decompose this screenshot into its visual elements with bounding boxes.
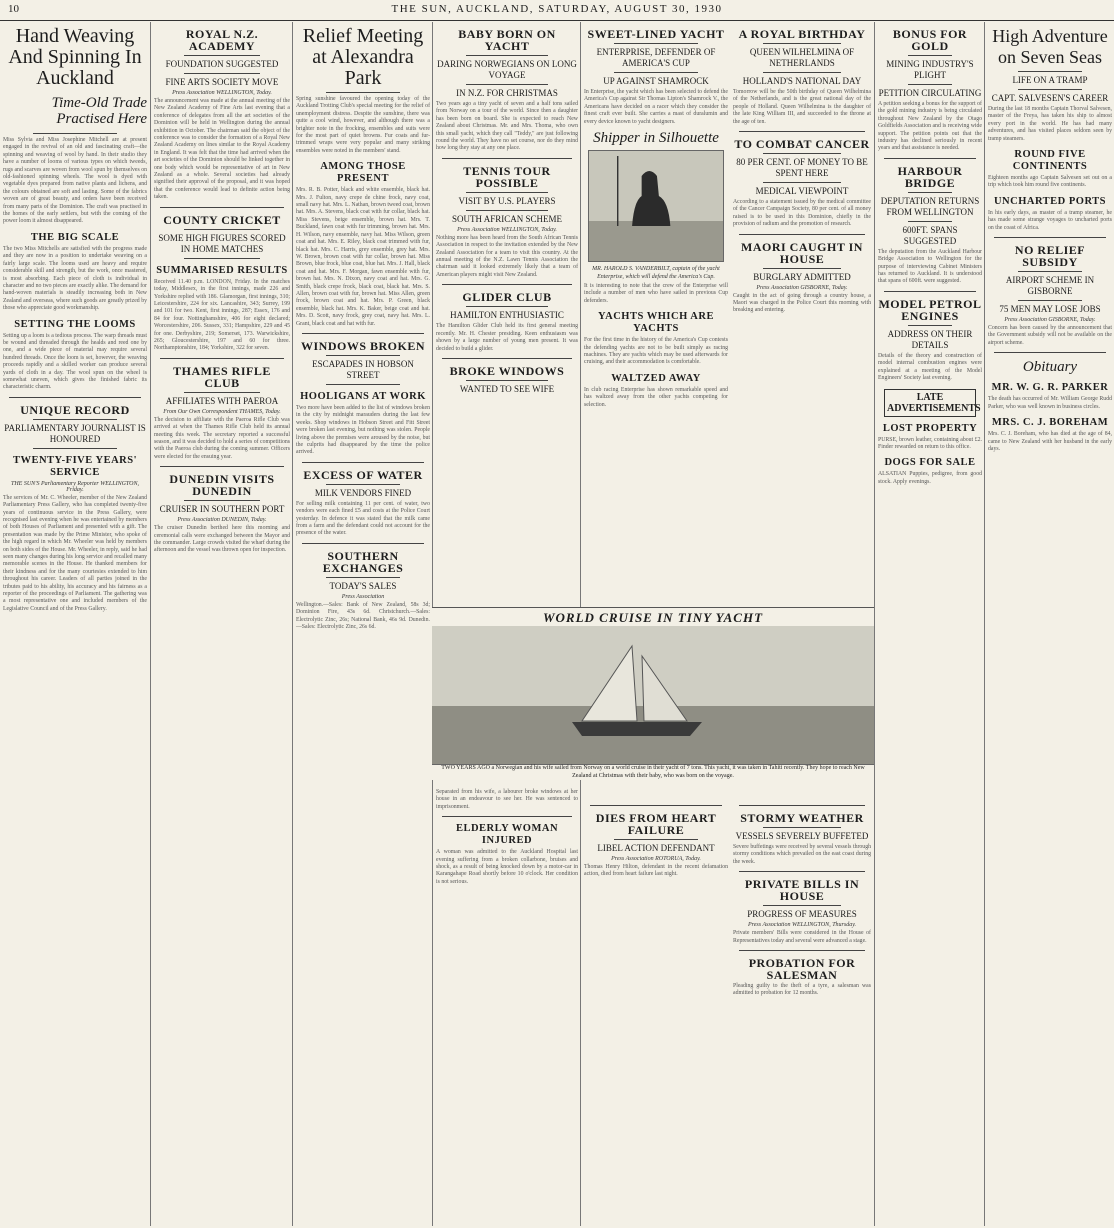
bonus-gold-deck2: PETITION CIRCULATING bbox=[878, 88, 982, 98]
masthead-title: THE SUN, AUCKLAND, SATURDAY, AUGUST 30, 1930 bbox=[391, 3, 723, 15]
obituary-title: Obituary bbox=[1022, 359, 1078, 376]
petrol-engines-head: MODEL PETROL ENGINES bbox=[878, 296, 982, 323]
baby-born-deck1: DARING NORWEGIANS ON LONG VOYAGE bbox=[437, 59, 577, 80]
page-number: 10 bbox=[8, 3, 19, 15]
royal-academy-deck1: FOUNDATION SUGGESTED bbox=[165, 59, 279, 69]
relief-subsidy-deck2: 75 MEN MAY LOSE JOBS bbox=[999, 304, 1101, 315]
tennis-head: TENNIS TOUR POSSIBLE bbox=[463, 163, 551, 190]
column-5: SWEET-LINED YACHT ENTERPRISE, DEFENDER OF AMERICA'S CUP UP AGAINST SHAMROCK In Enterprise, the yacht which has been selected to defend the America's Cup against Sir Thomas Lipton's Shamrock V., the Americans have decided on a racer which they consider the finest craft ever built. She carries a mast of duralumin and every device known to yacht designers. Shipper in Silhouette MR. HAROLD S. VANDERBILT, captain of the yacht Enterprise, which will defend the America's Cup. It is interesting to note that the crew of the Enterprise will include a number of men who have sailed in previous Cup defenders. YACHTS WHICH ARE YACHTS For the first time in the history of the America's Cup contests the defending yachts are not to be built simply as racing machines. They are yachts which may be used afterwards for cruising, and their accommodation is comfortable. WALTZED AWAY In club racing Enterprise has shown remarkable speed and has waltzed away from the other yachts competing for selection. DIES FROM HEART FAILURE LIBEL ACTION DEFENDANT Press Association ROTORUA, Today. Thomas Henry Hilton, defendant in the recent defamation action, died from heart failure last night. bbox=[580, 22, 731, 1226]
article-subtitle: Time-Old Trade Practised Here bbox=[51, 95, 147, 127]
glider-head: GLIDER CLUB bbox=[462, 290, 552, 305]
article-body-text: Miss Sylvia and Miss Josephine Mitchell are at present engaged in the revival of an old and fascinating craft—the spinning and weaving of wool by hand. In their studio they have a number of looms of various types on which tweeds, rugs and scarves are woven from wool spun by themselves on old-fashioned spinning wheels. The wool is dyed with vegetable dyes prepared from native plants and lichens, and the colours obtained are soft and lasting. Some of the fabrics woven are of great beauty, and orders have been received from many parts of the Dominion. The craft was practised in the homes of the early settlers, but with the coming of the power loom it almost disappeared. bbox=[3, 137, 147, 225]
column-2: ROYAL N.Z. ACADEMY FOUNDATION SUGGESTED FINE ARTS SOCIETY MOVE Press Association WELLINGTON, Today. The announcement was made at the annual meeting of the New Zealand Academy of Fine Arts last evening that a conference of delegates from all the art societies of the Dominion will be held in Wellington during the annual exhibition in October. The chairman said the object of the conference was to consider the formation of a Royal New Zealand Academy on lines similar to the Royal Academy in England. It was felt that the time had arrived when the art societies of the Dominion should be linked together in one body which would be representative of art in New Zealand as a whole. Several societies had already signified their approval of the proposal, and it was hoped that the conference would lead to definite action being taken. COUNTY CRICKET SOME HIGH FIGURES SCORED IN HOME MATCHES SUMMARISED RESULTS Received 11.40 p.m. LONDON, Friday. In the matches today, Middlesex, in the first innings, made 226 and Yorkshire replied with 186. Glamorgan, first innings, 310; Leicestershire, 224 for six. Lancashire, 343; Surrey, 199 and 101 for two. Kent, first innings, 287; Essex, 176 and 84 for four. Nottinghamshire, 406 for eight declared; Worcestershire, 206. Sussex, 331; Hampshire, 229 and 45 for one. Derbyshire, 219; Somerset, 173. Warwickshire, 265; Gloucestershire, 197 and 60 for three. Northamptonshire, 184; Yorkshire, 322 for seven. THAMES RIFLE CLUB AFFILIATES WITH PAEROA From Our Own Correspondent THAMES, Today. The decision to affiliate with the Paeroa Rifle Club was arrived at when the Thames Rifle Club held its annual meeting this week. The secretary reported a successful season, and it was decided to hold a series of competitions with the Paeroa club during the coming summer. Officers were elected for the ensuing year. DUNEDIN VISITS DUNEDIN CRUISER IN SOUTHERN PORT Press Association DUNEDIN, Today. The cruiser Dunedin berthed here this morning and ceremonial calls were exchanged between the Mayor and the commander. Large crowds visited the wharf during the afternoon and the vessel was thrown open for inspection. bbox=[150, 22, 293, 1226]
southern-exchanges-head: SOUTHERN EXCHANGES bbox=[322, 548, 404, 575]
relief-subsidy-deck: AIRPORT SCHEME IN GISBORNE bbox=[1005, 275, 1095, 297]
relief-meeting-title: Relief Meeting at Alexandra Park bbox=[302, 25, 424, 89]
thames-rifle-deck: AFFILIATES WITH PAEROA bbox=[165, 395, 279, 406]
heart-failure-deck: LIBEL ACTION DEFENDANT bbox=[597, 843, 715, 853]
maori-deck: BURGLARY ADMITTED bbox=[753, 271, 851, 282]
royal-academy-credit: Press Association WELLINGTON, Today. bbox=[172, 90, 272, 96]
dunedin-head: DUNEDIN VISITS DUNEDIN bbox=[169, 472, 275, 499]
windows-broken-deck: ESCAPADES IN HOBSON STREET bbox=[312, 358, 414, 380]
stormy-deck: VESSELS SEVERELY BUFFETED bbox=[735, 831, 869, 841]
private-bills-credit: Press Association WELLINGTON, Thursday. bbox=[747, 922, 857, 929]
maori-credit: Press Association GISBORNE, Today. bbox=[756, 284, 848, 291]
column-7: BONUS FOR GOLD MINING INDUSTRY'S PLIGHT PETITION CIRCULATING A petition seeking a bonus for the support of the gold mining industry is being circulated throughout New Zealand by the Otago Goldfields Association and is receiving wide support. The petition points out that the industry has declined seriously in recent years and that assistance is needed. HARBOUR BRIDGE DEPUTATION RETURNS FROM WELLINGTON 600FT. SPANS SUGGESTED The deputation from the Auckland Harbour Bridge Association to Wellington for the purpose of interviewing Cabinet Ministers has returned to Auckland. It is understood that spans of 600ft. were suggested. MODEL PETROL ENGINES ADDRESS ON THEIR DETAILS Details of the theory and construction of model internal combustion engines were explained at a meeting of the Model Engineers' Society last evening. LATE ADVERTISEMENTS LOST PROPERTY PURSE, brown leather, containing about £2. Finder rewarded on return to this office. DOGS FOR SALE ALSATIAN Puppies, pedigree, from good stock. Apply evenings. bbox=[874, 22, 985, 1226]
column-4: BABY BORN ON YACHT DARING NORWEGIANS ON LONG VOYAGE IN N.Z. FOR CHRISTMAS Two years ago a tiny yacht of seven and a half tons sailed from Norway on a tour of the world. Since then a daughter has been born on board. She is expected to reach New Zealand about Christmas. Mr. and Mrs. Thoma, who own this small yacht, which they call "Teddy," are just following round the world. They have no set course, nor do they mind how long they stay at any one place. TENNIS TOUR POSSIBLE VISIT BY U.S. PLAYERS SOUTH AFRICAN SCHEME Press Association WELLINGTON, Today. Nothing more has been heard from the South African Tennis Association in respect to the invitation extended by the New Zealand Association for a team to visit this country. At the annual meeting of the N.Z. Lawn Tennis Association the chairman said it looked extremely likely that a team of American players might visit New Zealand. GLIDER CLUB HAMILTON ENTHUSIASTIC The Hamilton Glider Club held its first general meeting recently. Mr. H. Chester presiding. Keen enthusiasm was shown by a large number of young men present. It was decided to build a glider. BROKE WINDOWS WANTED TO SEE WIFE Separated from his wife, a labourer broke windows at her house in an endeavour to see her. He was sentenced to imprisonment. ELDERLY WOMAN INJURED A woman was admitted to the Auckland Hospital last evening suffering from a broken collarbone, bruises and shock, as a result of being knocked down by a motor-car in Karangahape Road shortly before 10 o'clock. Her condition is not serious. bbox=[432, 22, 581, 1226]
heart-failure-credit: Press Association ROTORUA, Today. bbox=[611, 856, 701, 862]
tennis-credit: Press Association WELLINGTON, Today. bbox=[457, 226, 557, 233]
high-adventure-sub: ROUND FIVE CONTINENTS bbox=[1012, 149, 1088, 173]
elderly-woman-head: ELDERLY WOMAN INJURED bbox=[455, 823, 559, 847]
photo-caption: MR. HAROLD S. VANDERBILT, captain of the yacht Enterprise, which will defend the America's Cup. bbox=[592, 266, 720, 280]
excess-water-head: EXCESS OF WATER bbox=[303, 467, 423, 482]
royal-academy-deck2: FINE ARTS SOCIETY MOVE bbox=[165, 77, 279, 87]
late-ads-head: LATE ADVERTISEMENTS bbox=[884, 389, 976, 417]
harbour-bridge-deck1: DEPUTATION RETURNS FROM WELLINGTON bbox=[880, 195, 980, 217]
harbour-bridge-deck2: 600FT. SPANS SUGGESTED bbox=[902, 224, 958, 246]
world-cruise-caption: TWO YEARS AGO a Norwegian and his wife sailed from Norway on a world cruise in their yacht of 7 tons. This yacht, it was taken in Tahiti recently. They hope to reach New Zealand at Christmas with their baby, who was born on the voyage. bbox=[432, 765, 874, 780]
royal-birthday-deck2: HOLLAND'S NATIONAL DAY bbox=[742, 76, 862, 86]
high-adventure-sub2: UNCHARTED PORTS bbox=[993, 195, 1107, 207]
broke-windows-head: BROKE WINDOWS bbox=[449, 363, 565, 378]
cancer-deck1: 80 PER CENT. OF MONEY TO BE SPENT HERE bbox=[736, 157, 868, 179]
masthead bbox=[0, 0, 1114, 21]
world-cruise-head: WORLD CRUISE IN TINY YACHT bbox=[432, 607, 874, 629]
royal-birthday-deck1: QUEEN WILHELMINA OF NETHERLANDS bbox=[749, 47, 855, 68]
county-cricket-deck: SOME HIGH FIGURES SCORED IN HOME MATCHES bbox=[158, 232, 286, 254]
high-adventure-deck1: LIFE ON A TRAMP bbox=[1012, 75, 1088, 85]
unique-record-sub: TWENTY-FIVE YEARS' SERVICE bbox=[12, 454, 138, 478]
southern-exchanges-deck: TODAY'S SALES bbox=[329, 580, 397, 591]
cancer-deck2: MEDICAL VIEWPOINT bbox=[755, 186, 849, 197]
dunedin-deck: CRUISER IN SOUTHERN PORT bbox=[159, 504, 285, 515]
stormy-head: STORMY WEATHER bbox=[740, 811, 864, 825]
county-cricket-head: COUNTY CRICKET bbox=[163, 212, 281, 227]
column-1: Hand Weaving And Spinning In Auckland Time-Old Trade Practised Here Miss Sylvia and Miss Josephine Mitchell are at present engaged in the revival of an old and fascinating craft—the spinning and weaving of wool by hand. In their studio they have a number of looms of various types on which tweeds, rugs and scarves are woven from wool spun by themselves on old-fashioned spinning wheels. The wool is dyed with vegetable dyes prepared from native plants and lichens, and the colours obtained are soft and lasting. Some of the fabrics woven are of great beauty, and orders have been received from many parts of the Dominion. The craft was practised in the homes of the early settlers, but with the coming of the power loom it almost disappeared. THE BIG SCALE The two Miss Mitchells are satisfied with the progress made and they are now in a position to undertake weaving on a fairly large scale. The looms used are heavy and require considerable skill and strength, but the work, once mastered, is most absorbing. Each piece of cloth is individual in character and no two pieces are exactly alike. The demand for hand-woven materials is steadily increasing both in New Zealand and overseas, where such goods are greatly prized by those who appreciate good workmanship. SETTING THE LOOMS Setting up a loom is a tedious process. The warp threads must be wound and threaded through the healds and reed one by one, and a wide piece of material may require several hundred threads. Once the loom is set, however, the weaving proceeds rapidly and a skilled worker can produce several yards of cloth in a day. The wool spun on the wheel is somewhat uneven, which gives the finished fabric its characteristic charm. UNIQUE RECORD PARLIAMENTARY JOURNALIST IS HONOURED TWENTY-FIVE YEARS' SERVICE THE SUN'S Parliamentary Reporter WELLINGTON, Friday. The services of Mr. C. Wheeler, member of the New Zealand Parliamentary Press Gallery, who has completed twenty-five years of continuous service in the Press Gallery, were recognised last evening when he was entertained by members of both Houses of Parliament and presented with a gift. The presentation was made by the Prime Minister, who spoke of the high regard in which Mr. Wheeler was held by members on both sides of the House. Mr. Wheeler, in reply, said he had seen many changes during his long service and recalled many memorable scenes in the House. He thanked members for their kindness and for the many courtesies extended to him throughout his career. Leaders of all parties joined in the tributes paid to his ability, his accuracy and his fairness as a reporter of the proceedings of Parliament. The gathering was a most representative one and included members of the Legislative Council and of the Press Gallery. bbox=[3, 25, 147, 612]
broke-windows-deck: WANTED TO SEE WIFE bbox=[459, 383, 555, 394]
thames-rifle-credit: From Our Own Correspondent THAMES, Today. bbox=[163, 408, 281, 415]
yacht-deck1: ENTERPRISE, DEFENDER OF AMERICA'S CUP bbox=[596, 47, 716, 68]
high-adventure-title: High Adventure on Seven Seas bbox=[992, 26, 1108, 67]
sub-heading-big-scale: THE BIG SCALE bbox=[30, 231, 120, 243]
obituary-2: MRS. C. J. BOREHAM bbox=[991, 417, 1109, 429]
sub-heading-setting-looms: SETTING THE LOOMS bbox=[14, 318, 136, 330]
obituary-1: MR. W. G. R. PARKER bbox=[991, 382, 1109, 394]
unique-record-head: UNIQUE RECORD bbox=[20, 402, 130, 417]
column-3: Relief Meeting at Alexandra Park Spring sunshine favoured the opening today of the Auckland Trotting Club's special meeting for the relief of unemployment distress. Despite the sunshine, there was quite a cool wind, however, and although there was a brighter note in the frocking, ensembles and suits were for the most part of quiet browns. Fur coats and fur-trimmed wraps were very popular and many striking ensembles were noted in the members' stand. AMONG THOSE PRESENT Mrs. R. B. Potter, black and white ensemble, black hat. Mrs. J. Fulton, navy crepe de chine frock, navy coat, small navy hat. Mrs. L. Nathan, brown tweed coat, brown hat. Mrs. A. Stevens, black coat with fur collar, black hat. Miss Stevens, beige ensemble, brown hat. Mrs. T. Buckland, fawn coat with fur trimming, brown hat. Mrs. H. Wilson, navy ensemble, navy hat. Miss Wilson, green coat and hat. Mrs. E. Riley, black coat trimmed with fur, black hat. Mrs. C. Harris, grey ensemble, grey hat. Mrs. W. Brown, brown coat with fur collar, brown hat. Miss Brown, blue frock, blue coat, blue hat. Mrs. J. Hall, black coat and hat. Mrs. F. Morgan, fawn ensemble with fur, brown hat. Mrs. N. Dixon, navy coat and hat. Mrs. G. Smith, black crepe frock, black coat, black hat. Mrs. S. Allen, brown coat with fur, brown hat. Miss Allen, green frock, brown coat and hat. Mrs. P. Green, black ensemble, black hat. Mrs. K. Baker, beige coat and hat. Mrs. D. Scott, navy frock, grey coat, navy hat. Mrs. L. Grant, black coat and hat with fur. WINDOWS BROKEN ESCAPADES IN HOBSON STREET HOOLIGANS AT WORK Two more have been added to the list of windows broken in the city by midnight marauders during the last few weeks. Shop windows in Hobson Street and Fitt Street were broken last evening, but nothing was stolen. People living above the premises were aroused by the noise, but the culprits had disappeared by the time the police arrived. EXCESS OF WATER MILK VENDORS FINED For selling milk containing 11 per cent. of water, two vendors were each fined £5 and costs at the Police Court yesterday. In defence it was stated that the milk came from a farm and the defendant could not account for the presence of the water. SOUTHERN EXCHANGES TODAY'S SALES Press Association Wellington.—Sales: Bank of New Zealand, 58s 3d; Dominion Fire, 43s 6d. Christchurch.—Sales: Electrolytic Zinc, 26s; National Bank, 46s 9d. Dunedin.—Sales: Electrolytic Zinc, 26s 6d. bbox=[292, 22, 433, 1226]
royal-academy-head: ROYAL N.Z. ACADEMY bbox=[185, 27, 259, 53]
yacht-deck2: UP AGAINST SHAMROCK bbox=[603, 76, 709, 86]
vanderbilt-photo bbox=[588, 150, 724, 262]
dunedin-credit: Press Association DUNEDIN, Today. bbox=[177, 517, 267, 524]
column-8: High Adventure on Seven Seas LIFE ON A TRAMP CAPT. SALVESEN'S CAREER During the last 18 months Captain Thorval Salvesen, master of the Freya, has taken his ship to almost every port in the world. He has had many adventures, and has visited places seldom seen by tramp steamers. ROUND FIVE CONTINENTS Eighteen months ago Captain Salvesen set out on a trip which took him round five continents. UNCHARTED PORTS In his early days, as master of a tramp steamer, he has made some strange voyages to uncharted ports on the coast of Africa. NO RELIEF SUBSIDY AIRPORT SCHEME IN GISBORNE 75 MEN MAY LOSE JOBS Press Association GISBORNE, Today. Concern has been caused by the announcement that the Government subsidy will not be available on the airport scheme. Obituary MR. W. G. R. PARKER The death has occurred of Mr. William George Rudd Parker, who was well known in business circles. MRS. C. J. BOREHAM Mrs. C. J. Boreham, who has died at the age of 84, came to New Zealand with her husband in the early days. bbox=[984, 22, 1114, 1226]
tennis-deck1: VISIT BY U.S. PLAYERS bbox=[458, 195, 556, 206]
harbour-bridge-head: HARBOUR BRIDGE bbox=[897, 163, 963, 190]
southern-exchanges-credit: Press Association bbox=[341, 593, 385, 600]
maori-head: MAORI CAUGHT IN HOUSE bbox=[741, 239, 863, 266]
windows-broken-head: WINDOWS BROKEN bbox=[300, 338, 426, 353]
bonus-gold-head: BONUS FOR GOLD bbox=[892, 27, 968, 53]
petrol-engines-deck: ADDRESS ON THEIR DETAILS bbox=[887, 328, 973, 350]
bonus-gold-deck1: MINING INDUSTRY'S PLIGHT bbox=[886, 59, 974, 80]
high-adventure-deck2: CAPT. SALVESEN'S CAREER bbox=[991, 93, 1109, 103]
unique-record-deck: PARLIAMENTARY JOURNALIST IS HONOURED bbox=[4, 422, 146, 444]
cancer-head: TO COMBAT CANCER bbox=[734, 137, 870, 152]
unique-record-credit: THE SUN'S Parliamentary Reporter WELLINGTON, Friday. bbox=[10, 480, 139, 493]
excess-water-deck: MILK VENDORS FINED bbox=[314, 487, 412, 498]
photo-title: Shipper in Silhouette bbox=[593, 130, 719, 147]
relief-meeting-sub: AMONG THOSE PRESENT bbox=[320, 161, 406, 185]
tennis-deck2: SOUTH AFRICAN SCHEME bbox=[451, 213, 563, 224]
probation-head: PROBATION FOR SALESMAN bbox=[748, 956, 856, 983]
thames-rifle-head: THAMES RIFLE CLUB bbox=[173, 363, 271, 390]
yachts-sub: YACHTS WHICH ARE YACHTS bbox=[598, 311, 714, 335]
private-bills-deck: PROGRESS OF MEASURES bbox=[747, 909, 857, 920]
yacht-head: SWEET-LINED YACHT bbox=[587, 27, 725, 41]
dogs-for-sale-head: DOGS FOR SALE bbox=[884, 457, 976, 469]
baby-born-deck2: IN N.Z. FOR CHRISTMAS bbox=[456, 88, 558, 98]
relief-subsidy-credit: Press Association GISBORNE, Today. bbox=[1004, 317, 1096, 324]
glider-deck: HAMILTON ENTHUSIASTIC bbox=[450, 310, 564, 321]
private-bills-head: PRIVATE BILLS IN HOUSE bbox=[744, 877, 860, 904]
county-cricket-sub: SUMMARISED RESULTS bbox=[156, 264, 288, 276]
royal-birthday-head: A ROYAL BIRTHDAY bbox=[738, 27, 866, 41]
waltzed-sub: WALTZED AWAY bbox=[611, 372, 701, 384]
column-6: A ROYAL BIRTHDAY QUEEN WILHELMINA OF NETHERLANDS HOLLAND'S NATIONAL DAY Tomorrow will be the 50th birthday of Queen Wilhelmina of the Netherlands, and is the great national day of the people of Holland. Queen Wilhelmina is the daughter of the late King William III, and succeeded to the throne at the age of ten. TO COMBAT CANCER 80 PER CENT. OF MONEY TO BE SPENT HERE MEDICAL VIEWPOINT According to a statement issued by the medical committee of the Cancer Campaign Society, 80 per cent. of all money raised is to be used in this Dominion, chiefly in the provision of radium and the promotion of research. MAORI CAUGHT IN HOUSE BURGLARY ADMITTED Press Association GISBORNE, Today. Caught in the act of going through a country house, a Maori was charged in the Police Court this morning with breaking and entering. STORMY WEATHER VESSELS SEVERELY BUFFETED Severe buffetings were received by several vessels through stormy conditions which prevailed on the east coast during the week. PRIVATE BILLS IN HOUSE PROGRESS OF MEASURES Press Association WELLINGTON, Thursday. Private members' Bills were considered in the House of Representatives today and several were advanced a stage. PROBATION FOR SALESMAN Pleading guilty to the theft of a tyre, a salesman was admitted to probation for 12 months. bbox=[733, 27, 871, 997]
windows-broken-sub: HOOLIGANS AT WORK bbox=[300, 390, 426, 402]
baby-born-head: BABY BORN ON YACHT bbox=[458, 27, 556, 53]
heart-failure-head: DIES FROM HEART FAILURE bbox=[595, 811, 717, 837]
lost-property-head: LOST PROPERTY bbox=[882, 422, 978, 434]
article-title-hand-weaving: Hand Weaving And Spinning In Auckland bbox=[8, 25, 142, 89]
relief-subsidy-head: NO RELIEF SUBSIDY bbox=[1014, 243, 1086, 270]
